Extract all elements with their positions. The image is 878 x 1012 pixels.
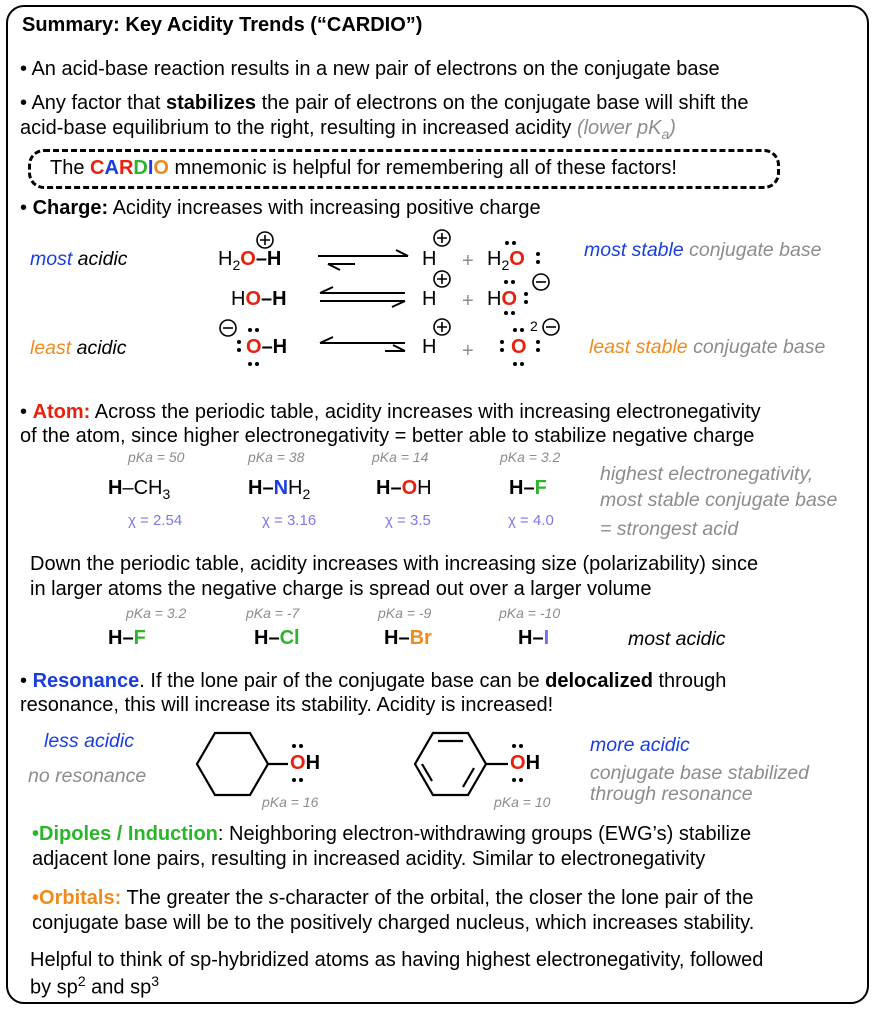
no-resonance-label: no resonance (28, 765, 147, 787)
h-atom: H (417, 477, 432, 499)
footer-text: by sp (30, 976, 78, 999)
s-character: s (268, 887, 279, 909)
lone-pair-icon (512, 744, 516, 748)
intro-bullet-1-text: An acid-base reaction results in a new pair of electrons on the conjugate base (31, 58, 720, 80)
f-atom: F (534, 477, 547, 499)
h-atom: H (288, 477, 303, 499)
dipoles-bullet: • (32, 823, 40, 845)
h-atom: H (108, 477, 123, 499)
cardio-letter: A (104, 157, 119, 179)
pka-label: pKa = 14 (372, 449, 429, 465)
cardio-letter: D (133, 157, 148, 179)
o-atom: O (245, 288, 262, 310)
conj-stabilized-label-1: conjugate base stabilized (590, 762, 809, 784)
resonance-heading: • Resonance. If the lone pair of the conjugate base can be delocalized through (20, 670, 727, 692)
subscript: 2 (302, 486, 311, 502)
oh-bond: –H (261, 336, 288, 358)
resonance-text: . If the lone pair of the conjugate base can be (139, 670, 546, 692)
lone-pair-icon (512, 778, 516, 782)
orbitals-heading (32, 887, 753, 910)
plus-sign: + (462, 290, 474, 312)
lone-pair-icon (299, 778, 303, 782)
o-atom: O (511, 336, 527, 358)
o-atom: O (509, 248, 525, 270)
h-atom: H (218, 248, 233, 270)
dipoles-heading (32, 823, 751, 846)
down-table-line-1: Down the periodic table, acidity increases with increasing size (polarizability) since (30, 553, 759, 575)
orbitals-text: -character of the orbital, the closer the lone pair of the (278, 887, 754, 909)
intro-text: acid-base equilibrium to the right, resulting in increased acidity (20, 117, 577, 139)
electronegativity-note-2: most stable conjugate base (600, 489, 838, 511)
halogen-atom: Cl (279, 627, 300, 649)
orbitals-text-line-2: conjugate base will be to the positively charged nucleus, which increases stability. (32, 912, 755, 934)
h-atom: H (422, 248, 437, 270)
page-title: Summary: Key Acidity Trends (“CARDIO”) (22, 14, 423, 36)
pka-label: pKa = 38 (248, 449, 305, 465)
cardio-letter: C (90, 157, 105, 179)
benzene-ring-icon (415, 733, 486, 795)
intro-text: Any factor that (31, 92, 166, 114)
electronegativity-note-1: highest electronegativity, (600, 463, 814, 485)
least-word: least (30, 337, 72, 359)
most-stable-word: most stable (584, 239, 684, 261)
lower-pka-sub: a (661, 126, 670, 142)
pka-label: pKa = 16 (262, 794, 319, 810)
plus-sign: + (462, 340, 474, 362)
dipoles-text-line-2: adjacent lone pairs, resulting in increased acidity. Similar to electronegativity (32, 848, 706, 870)
h-bond: H– (384, 627, 410, 649)
o-atom: O (290, 752, 306, 774)
strongest-acid-note: = strongest acid (600, 518, 739, 540)
down-table-line-2: in larger atoms the negative charge is spread out over a larger volume (30, 578, 652, 600)
atom-text-line-2: of the atom, since higher electronegativity = better able to stabilize negative charge (20, 425, 755, 447)
atom-label: Atom: (32, 401, 91, 423)
pka-label: pKa = -7 (246, 605, 300, 621)
h-atom: H (487, 248, 502, 270)
o-atom: O (510, 752, 526, 774)
halogen-atom: F (133, 627, 146, 649)
lone-pair-icon (519, 778, 523, 782)
halogen-atom: Br (409, 627, 432, 649)
subscript: 3 (162, 486, 171, 502)
acidic-word: acidic (71, 337, 127, 359)
dipoles-text: : Neighboring electron-withdrawing groups (EWG’s) stabilize (217, 823, 752, 845)
footer-line-1: Helpful to think of sp-hybridized atoms as having highest electronegativity, followed (30, 949, 764, 971)
charge-heading: • Charge: Acidity increases with increasing positive charge (20, 197, 541, 219)
acidic-word: acidic (72, 248, 128, 270)
o-atom: O (246, 336, 262, 358)
pka-label: pKa = -10 (499, 605, 561, 621)
h-atom: H (422, 336, 437, 358)
charge-2-label: 2 (530, 318, 538, 334)
intro-bullet-1: • An acid-base reaction results in a new pair of electrons on the conjugate base (20, 58, 720, 80)
h-bond: H– (254, 627, 280, 649)
h-bond: H– (248, 477, 274, 499)
o-atom: O (240, 248, 256, 270)
cardio-letter: O (153, 157, 169, 179)
orbitals-label: Orbitals: (39, 887, 122, 909)
orbitals-text: The greater the (121, 887, 269, 909)
mnemonic-post: mnemonic is helpful for remembering all of these factors! (168, 157, 677, 179)
o-atom: O (501, 288, 518, 310)
subscript: 2 (232, 257, 241, 273)
oh-bond: –H (261, 288, 287, 310)
subscript: 2 (501, 257, 510, 273)
delocalized-keyword: delocalized (545, 670, 653, 692)
pka-label: pKa = 3.2 (500, 449, 561, 465)
more-acidic-label: more acidic (590, 734, 690, 756)
most-word: most (30, 248, 73, 270)
charge-text: Acidity increases with increasing positive charge (108, 197, 541, 219)
ch-group: –CH (122, 477, 163, 499)
electronegativity-label: χ = 3.16 (262, 512, 317, 529)
h-atom: H (231, 288, 246, 310)
h-bond: H– (376, 477, 402, 499)
intro-bullet-2-line-1: • Any factor that stabilizes the pair of electrons on the conjugate base will shift the (20, 92, 749, 114)
resonance-label: Resonance (32, 670, 140, 692)
conj-base-word: conjugate base (683, 239, 822, 261)
conj-stabilized-label-2: through resonance (590, 783, 753, 805)
footer-text: and sp (85, 976, 152, 999)
lone-pair-icon (519, 744, 523, 748)
n-atom: N (273, 477, 289, 499)
cardio-letter: I (147, 157, 154, 179)
dipoles-label: Dipoles / Induction (39, 823, 218, 845)
h-bond: H– (509, 477, 535, 499)
least-stable-word: least stable (589, 336, 688, 358)
atom-text: Across the periodic table, acidity increases with increasing electronegativity (90, 401, 761, 423)
most-acidic-note: most acidic (628, 628, 726, 650)
plus-sign: + (462, 250, 474, 272)
pka-label: pKa = -9 (378, 605, 432, 621)
charge-label: Charge: (32, 197, 109, 219)
h-atom: H (525, 752, 541, 774)
lower-pka-end: ) (669, 117, 676, 139)
lone-pair-icon (292, 744, 296, 748)
benzene-double-bond-icon (463, 768, 474, 787)
pka-label: pKa = 3.2 (126, 605, 187, 621)
resonance-text: through (652, 670, 727, 692)
mnemonic-pre: The (50, 157, 91, 179)
superscript: 2 (77, 973, 86, 989)
h-bond: H– (518, 627, 544, 649)
less-acidic-label: less acidic (44, 730, 134, 752)
oh-bond: –H (255, 248, 282, 270)
h-atom: H (422, 288, 437, 310)
lower-pka-text: (lower pK (576, 117, 662, 139)
electronegativity-label: χ = 3.5 (385, 512, 431, 529)
lone-pair-icon (292, 778, 296, 782)
pka-label: pKa = 10 (494, 794, 551, 810)
cyclohexane-ring-icon (197, 733, 268, 795)
superscript: 3 (151, 973, 160, 989)
intro-text: the pair of electrons on the conjugate base will shift the (256, 92, 749, 114)
orbitals-bullet: • (32, 887, 40, 909)
stabilizes-keyword: stabilizes (165, 92, 257, 114)
h-bond: H– (108, 627, 134, 649)
pka-label: pKa = 50 (128, 449, 185, 465)
h-atom: H (305, 752, 321, 774)
electronegativity-label: χ = 2.54 (128, 512, 183, 529)
conj-base-word: conjugate base (687, 336, 826, 358)
electronegativity-label: χ = 4.0 (508, 512, 554, 529)
atom-heading: • Atom: Across the periodic table, acidity increases with increasing electronegativity (20, 401, 761, 423)
halogen-atom: I (543, 627, 550, 649)
o-atom: O (401, 477, 418, 499)
footer-line-2 (30, 973, 159, 1000)
h-atom: H (487, 288, 502, 310)
lone-pair-icon (299, 744, 303, 748)
resonance-text-line-2: resonance, this will increase its stability. Acidity is increased! (20, 694, 554, 716)
cardio-letter: R (118, 157, 134, 179)
